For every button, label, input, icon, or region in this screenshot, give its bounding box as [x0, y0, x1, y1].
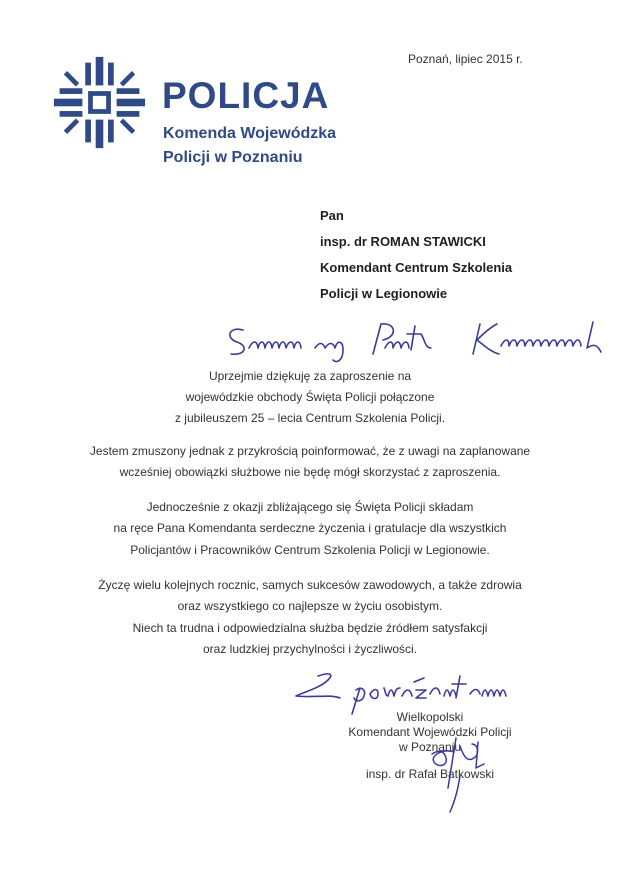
signature-line: w Poznaniu — [398, 740, 462, 754]
recipient-line: Komendant Centrum Szkolenia — [320, 260, 513, 275]
body-line: na ręce Pana Komendanta serdeczne życzenia i gratulacje dla wszystkich — [113, 521, 507, 535]
handwritten-salutation — [215, 318, 610, 366]
org-subtitle-line-2: Policji w Poznaniu — [163, 149, 303, 166]
handwritten-signature — [420, 728, 500, 818]
signature-line: Komendant Wojewódzki Policji — [348, 725, 512, 739]
body-line: Policjantów i Pracowników Centrum Szkolenia Policji w Legionowie. — [130, 543, 490, 557]
body-line: wcześniej obowiązki służbowe nie będę mógł skorzystać z zaproszenia. — [119, 465, 501, 479]
body-line: Uprzejmie dziękuję za zaproszenie na — [208, 369, 412, 383]
body-line: oraz ludzkiej przychylności i życzliwości. — [202, 642, 418, 656]
body-line: Jestem zmuszony jednak z przykrością poinformować, że z uwagi na zaplanowane — [89, 444, 531, 458]
place-date: Poznań, lipiec 2015 r. — [408, 52, 523, 66]
signature-line: insp. dr Rafał Batkowski — [365, 767, 495, 781]
org-name: POLICJA — [162, 75, 330, 116]
body-line: oraz wszystkiego co najlepsze w życiu osobistym. — [177, 599, 443, 613]
body-line: Jednocześnie z okazji zbliżającego się Święta Policji składam — [146, 500, 474, 514]
recipient-line: insp. dr ROMAN STAWICKI — [320, 234, 486, 249]
body-line: z jubileuszem 25 – lecia Centrum Szkolenia Policji. — [174, 411, 446, 425]
recipient-line: Policji w Legionowie — [320, 286, 448, 301]
police-star-emblem-icon — [52, 55, 147, 150]
body-line: Niech ta trudna i odpowiedzialna służba będzie źródłem satysfakcji — [132, 621, 488, 635]
body-line: wojewódzkie obchody Święta Policji połączone — [185, 390, 435, 404]
signature-line: Wielkopolski — [396, 710, 464, 724]
org-subtitle-line-1: Komenda Wojewódzka — [163, 125, 337, 142]
body-line: Życzę wielu kolejnych rocznic, samych sukcesów zawodowych, a także zdrowia — [98, 578, 522, 592]
recipient-line: Pan — [320, 208, 344, 223]
